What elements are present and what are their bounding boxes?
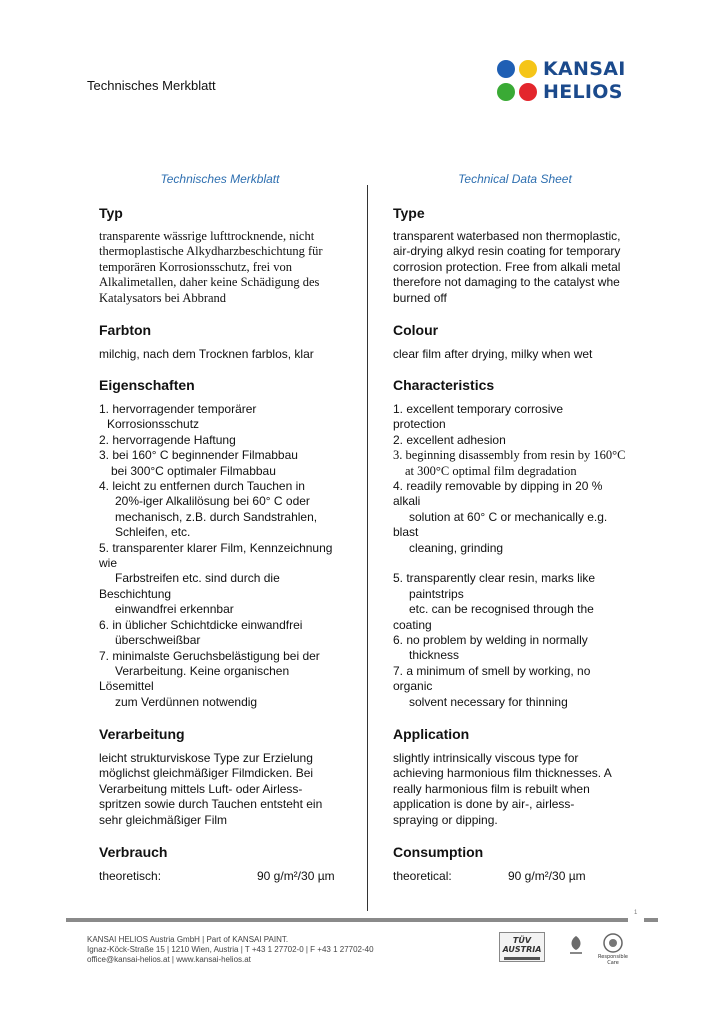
- kansai-helios-logo: [497, 56, 657, 106]
- footer-page-marker: [644, 918, 658, 922]
- left-column-title: Technisches Merkblatt: [160, 172, 280, 186]
- heading-application: Application: [393, 726, 470, 742]
- logo-dot-blue: [497, 60, 515, 78]
- logo-line1: KANSAI: [543, 58, 626, 80]
- typ-text: transparente wässrige lufttrocknende, nicht thermoplastische Alkydharzbeschichtung für temporären Korrosionsschutz, frei von Alkalimetallen, daher keine Schädigung des Katalysators bei Abbrand: [99, 229, 323, 305]
- footer-rule: [66, 918, 628, 922]
- farbton-text: milchig, nach dem Trocknen farblos, klar: [99, 347, 314, 361]
- consumption-label: theoretical:: [393, 869, 452, 883]
- verarbeitung-text: leicht strukturviskose Type zur Erzielung möglichst gleichmäßiger Filmdicken. Bei Verarbeitung mittels Luft- oder Airless- spritzen sowie durch Tauchen entsteht ein sehr gleichmäßiger Film: [99, 751, 323, 827]
- verbrauch-label: theoretisch:: [99, 869, 162, 883]
- footer-address: KANSAI HELIOS Austria GmbH | Part of KANSAI PAINT. Ignaz-Köck-Straße 15 | 1210 Wien, Austria | T +43 1 27702-0 | F +43 1 27702-40 office@kansai-helios.at | www.kansai-helios.at: [87, 935, 374, 964]
- heading-eigenschaften: Eigenschaften: [99, 377, 195, 393]
- heading-characteristics: Characteristics: [393, 377, 495, 393]
- logo-dot-green: [497, 83, 515, 101]
- characteristics-list: 1. excellent temporary corrosive protection 2. excellent adhesion 3. beginning disassembly from resin by 160°C at 300°C optimal film degradation 4. readily removable by dipping in 20 % alkali solution at 60° C or mechanically e.g. blast cleaning, grinding 5. transparently clear resin, marks like paintstrips etc. can be recognised through the coating 6. no problem by welding in normally thickness 7. a minimum of smell by working, no organic solvent necessary for thinning: [393, 402, 626, 709]
- responsible-care-icon: Responsible Care: [598, 930, 628, 960]
- heading-verarbeitung: Verarbeitung: [99, 726, 185, 742]
- colour-text: clear film after drying, milky when wet: [393, 347, 593, 361]
- right-column-title: Technical Data Sheet: [458, 172, 572, 186]
- heading-colour: Colour: [393, 322, 439, 338]
- header-title: Technisches Merkblatt: [87, 78, 216, 93]
- type-text: transparent waterbased non thermoplastic, air-drying alkyd resin coating for temporary corrosion protection. Free from alkali metal therefore not damaging to the catalyst whe burned off: [393, 229, 621, 305]
- tuv-certificate-badge: TÜV AUSTRIA: [499, 932, 545, 962]
- logo-dot-yellow: [519, 60, 537, 78]
- heading-verbrauch: Verbrauch: [99, 844, 168, 860]
- eigenschaften-list: 1. hervorragender temporärer Korrosionsschutz 2. hervorragende Haftung 3. bei 160° C beginnender Filmabbau bei 300°C optimaler Filmabbau 4. leicht zu entfernen durch Tauchen in 20%-iger Alkalilösung bei 60° C oder mechanisch, z.B. durch Sandstrahlen, Schleifen, etc. 5. transparenter klarer Film, Kennzeichnung wie Farbstreifen etc. sind durch die Beschichtung einwandfrei erkennbar 6. in üblicher Schichtdicke einwandfrei überschweißbar 7. minimalste Geruchsbelästigung bei der Verarbeitung. Keine organischen Lösemittel zum Verdünnen notwendig: [99, 402, 333, 709]
- consumption-value: 90 g/m²/30 µm: [508, 869, 586, 883]
- heading-consumption: Consumption: [393, 844, 484, 860]
- heading-farbton: Farbton: [99, 322, 152, 338]
- application-text: slightly intrinsically viscous type for achieving harmonious film thicknesses. A really harmonious film is rebuilt when application is done by air-, airless- spraying or dipping.: [393, 751, 612, 827]
- column-divider: [367, 185, 368, 911]
- heading-type: Type: [393, 205, 425, 221]
- page-number: 1: [634, 910, 638, 916]
- verbrauch-value: 90 g/m²/30 µm: [257, 869, 335, 883]
- heading-typ: Typ: [99, 205, 123, 221]
- eco-leaf-badge-icon: [566, 934, 586, 956]
- logo-line2: HELIOS: [543, 81, 623, 103]
- logo-dot-red: [519, 83, 537, 101]
